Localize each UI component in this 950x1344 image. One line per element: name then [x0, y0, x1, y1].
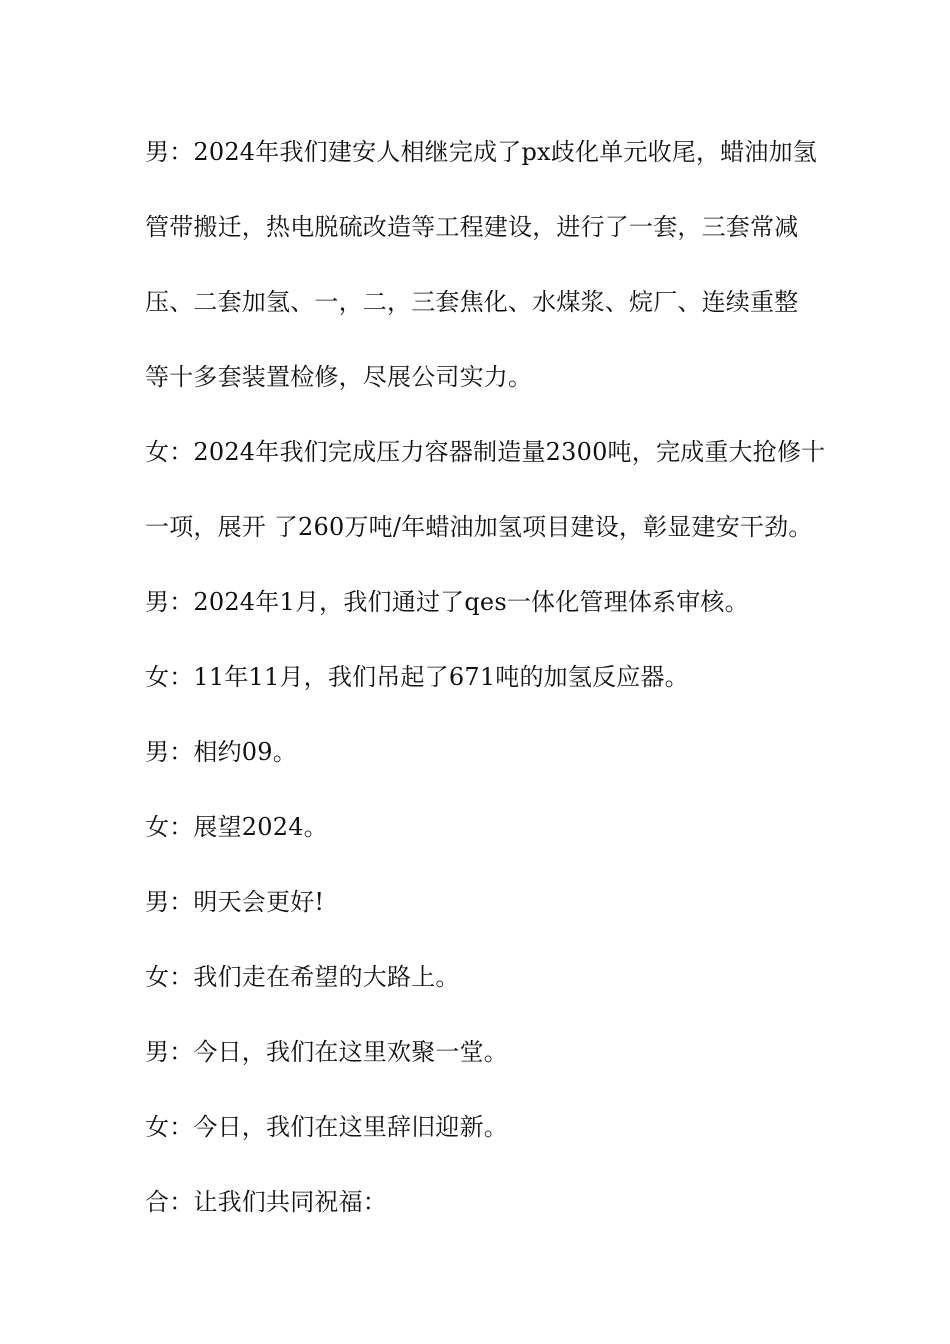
text-line: 女：2024年我们完成压力容器制造量2300吨，完成重大抢修十: [145, 438, 826, 466]
text-line: 男：明天会更好!: [145, 888, 325, 916]
text-line: 女：展望2024。: [145, 813, 328, 841]
text-line: 等十多套装置检修，尽展公司实力。: [145, 363, 533, 391]
text-line: 女：我们走在希望的大路上。: [145, 963, 460, 991]
text-line: 一项，展开 了260万吨/年蜡油加氢项目建设，彰显建安干劲。: [145, 513, 813, 541]
text-line: 男：相约09。: [145, 738, 297, 766]
text-line: 压、二套加氢、一，二，三套焦化、水煤浆、烷厂、连续重整: [145, 288, 799, 316]
text-line: 男：2024年我们建安人相继完成了px歧化单元收尾，蜡油加氢: [145, 138, 817, 166]
text-line: 女：11年11月，我们吊起了671吨的加氢反应器。: [145, 663, 689, 691]
document-body: [145, 134, 826, 1259]
text-line: 男：今日，我们在这里欢聚一堂。: [145, 1038, 508, 1066]
text-line: 女：今日，我们在这里辞旧迎新。: [145, 1113, 508, 1141]
text-line: 管带搬迁，热电脱硫改造等工程建设，进行了一套，三套常减: [145, 213, 799, 241]
text-line: 男：2024年1月，我们通过了qes一体化管理体系审核。: [145, 588, 749, 616]
text-line: 合：让我们共同祝福：: [145, 1188, 387, 1216]
